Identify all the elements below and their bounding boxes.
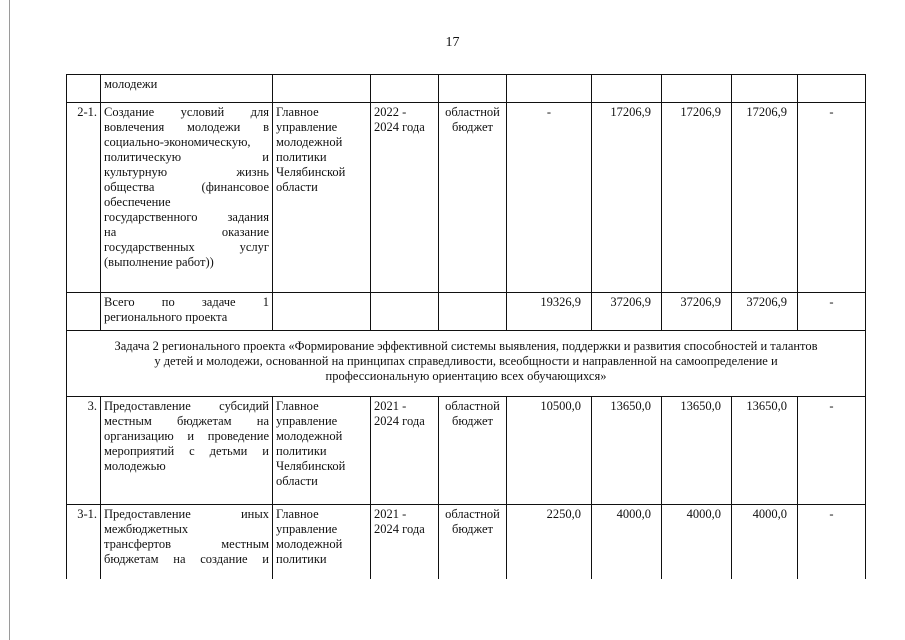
cell-name bbox=[101, 293, 273, 331]
cell-period bbox=[371, 293, 439, 331]
cell-number: 3-1. bbox=[67, 505, 101, 579]
name-line: политическую и bbox=[104, 150, 269, 164]
name-line: Предоставление субсидий bbox=[104, 399, 269, 413]
cell-number bbox=[67, 293, 101, 331]
period-line: 2024 года bbox=[374, 120, 425, 134]
name-line: организацию и проведение bbox=[104, 429, 269, 443]
name-line: Создание условий для bbox=[104, 105, 269, 119]
cell-value-4 bbox=[732, 75, 798, 103]
cell-value-4: 17206,9 bbox=[732, 103, 798, 293]
name-line: молодежью bbox=[104, 459, 166, 473]
name-line: местным бюджетам на bbox=[104, 414, 269, 428]
cell-value-5: - bbox=[798, 293, 866, 331]
cell-value-1: 2250,0 bbox=[507, 505, 592, 579]
source-line: бюджет bbox=[452, 522, 493, 536]
name-line: Предоставление иных bbox=[104, 507, 269, 521]
table-row-task-2 bbox=[67, 331, 866, 397]
cell-value-3: 13650,0 bbox=[662, 397, 732, 505]
cell-number bbox=[67, 75, 101, 103]
executor-line: области bbox=[276, 474, 318, 488]
table-row-item-2-1 bbox=[67, 103, 866, 293]
executor-line: Челябинской bbox=[276, 165, 346, 179]
task-heading bbox=[67, 331, 866, 397]
executor-line: управление bbox=[276, 120, 338, 134]
cell-value-4: 13650,0 bbox=[732, 397, 798, 505]
cell-value-1: - bbox=[507, 103, 592, 293]
name-line: (выполнение работ)) bbox=[104, 255, 214, 269]
scan-edge bbox=[9, 0, 10, 640]
executor-line: политики bbox=[276, 552, 327, 566]
name-line: на оказание bbox=[104, 225, 269, 239]
cell-value-4: 37206,9 bbox=[732, 293, 798, 331]
executor-line: Челябинской bbox=[276, 459, 346, 473]
cell-value-3 bbox=[662, 75, 732, 103]
cell-executor bbox=[273, 75, 371, 103]
executor-line: Главное bbox=[276, 105, 319, 119]
cell-source bbox=[439, 505, 507, 579]
cell-value-3: 4000,0 bbox=[662, 505, 732, 579]
name-line: бюджетам на создание и bbox=[104, 552, 269, 566]
executor-line: Главное bbox=[276, 507, 319, 521]
cell-name bbox=[101, 103, 273, 293]
task-line: Задача 2 регионального проекта «Формирование эффективной системы выявления, поддержки и развития способностей и талантов bbox=[114, 339, 818, 353]
cell-number: 2-1. bbox=[67, 103, 101, 293]
cell-value-2: 4000,0 bbox=[592, 505, 662, 579]
cell-value-2 bbox=[592, 75, 662, 103]
source-line: бюджет bbox=[452, 120, 493, 134]
source-line: областной bbox=[445, 507, 500, 521]
task-line: профессиональную ориентацию всех обучающихся» bbox=[325, 369, 607, 383]
executor-line: политики bbox=[276, 150, 327, 164]
table-row-item-3-1 bbox=[67, 505, 866, 579]
name-line: вовлечения молодежи в bbox=[104, 120, 269, 134]
source-line: бюджет bbox=[452, 414, 493, 428]
cell-source bbox=[439, 397, 507, 505]
table-row-continuation bbox=[67, 75, 866, 103]
name-line: регионального проекта bbox=[104, 310, 228, 324]
cell-executor bbox=[273, 103, 371, 293]
cell-number: 3. bbox=[67, 397, 101, 505]
name-line: государственного задания bbox=[104, 210, 269, 224]
executor-line: Главное bbox=[276, 399, 319, 413]
name-line: Всего по задаче 1 bbox=[104, 295, 269, 309]
executor-line: молодежной bbox=[276, 135, 343, 149]
cell-value-4: 4000,0 bbox=[732, 505, 798, 579]
executor-line: молодежной bbox=[276, 537, 343, 551]
name-line: социально-экономическую, bbox=[104, 135, 251, 149]
budget-table bbox=[66, 74, 866, 579]
source-line: областной bbox=[445, 399, 500, 413]
executor-line: управление bbox=[276, 522, 338, 536]
cell-value-2: 17206,9 bbox=[592, 103, 662, 293]
name-line: обеспечение bbox=[104, 195, 171, 209]
name-line: молодежи bbox=[104, 77, 158, 91]
cell-period bbox=[371, 75, 439, 103]
table-row-total bbox=[67, 293, 866, 331]
cell-period bbox=[371, 397, 439, 505]
cell-source bbox=[439, 293, 507, 331]
executor-line: молодежной bbox=[276, 429, 343, 443]
name-line: общества (финансовое bbox=[104, 180, 269, 194]
cell-value-3: 37206,9 bbox=[662, 293, 732, 331]
executor-line: политики bbox=[276, 444, 327, 458]
name-line: трансфертов местным bbox=[104, 537, 269, 551]
period-line: 2024 года bbox=[374, 522, 425, 536]
name-line: культурную жизнь bbox=[104, 165, 269, 179]
task-line: у детей и молодежи, основанной на принципах справедливости, всеобщности и направленной на самоопределение и bbox=[154, 354, 778, 368]
cell-value-5 bbox=[798, 75, 866, 103]
period-line: 2024 года bbox=[374, 414, 425, 428]
cell-period bbox=[371, 103, 439, 293]
cell-executor bbox=[273, 293, 371, 331]
table-row-item-3 bbox=[67, 397, 866, 505]
cell-source bbox=[439, 75, 507, 103]
name-line: мероприятий с детьми и bbox=[104, 444, 269, 458]
name-line: государственных услуг bbox=[104, 240, 269, 254]
cell-value-3: 17206,9 bbox=[662, 103, 732, 293]
cell-name bbox=[101, 505, 273, 579]
name-line: межбюджетных bbox=[104, 522, 189, 536]
executor-line: управление bbox=[276, 414, 338, 428]
cell-value-5: - bbox=[798, 505, 866, 579]
cell-period bbox=[371, 505, 439, 579]
period-line: 2022 - bbox=[374, 105, 407, 119]
period-line: 2021 - bbox=[374, 507, 407, 521]
cell-value-1 bbox=[507, 75, 592, 103]
cell-name bbox=[101, 397, 273, 505]
cell-value-1: 19326,9 bbox=[507, 293, 592, 331]
executor-line: области bbox=[276, 180, 318, 194]
cell-name bbox=[101, 75, 273, 103]
cell-executor bbox=[273, 397, 371, 505]
page-number: 17 bbox=[445, 35, 460, 50]
cell-value-5: - bbox=[798, 103, 866, 293]
period-line: 2021 - bbox=[374, 399, 407, 413]
cell-value-2: 37206,9 bbox=[592, 293, 662, 331]
source-line: областной bbox=[445, 105, 500, 119]
cell-executor bbox=[273, 505, 371, 579]
cell-value-1: 10500,0 bbox=[507, 397, 592, 505]
cell-value-5: - bbox=[798, 397, 866, 505]
cell-source bbox=[439, 103, 507, 293]
cell-value-2: 13650,0 bbox=[592, 397, 662, 505]
